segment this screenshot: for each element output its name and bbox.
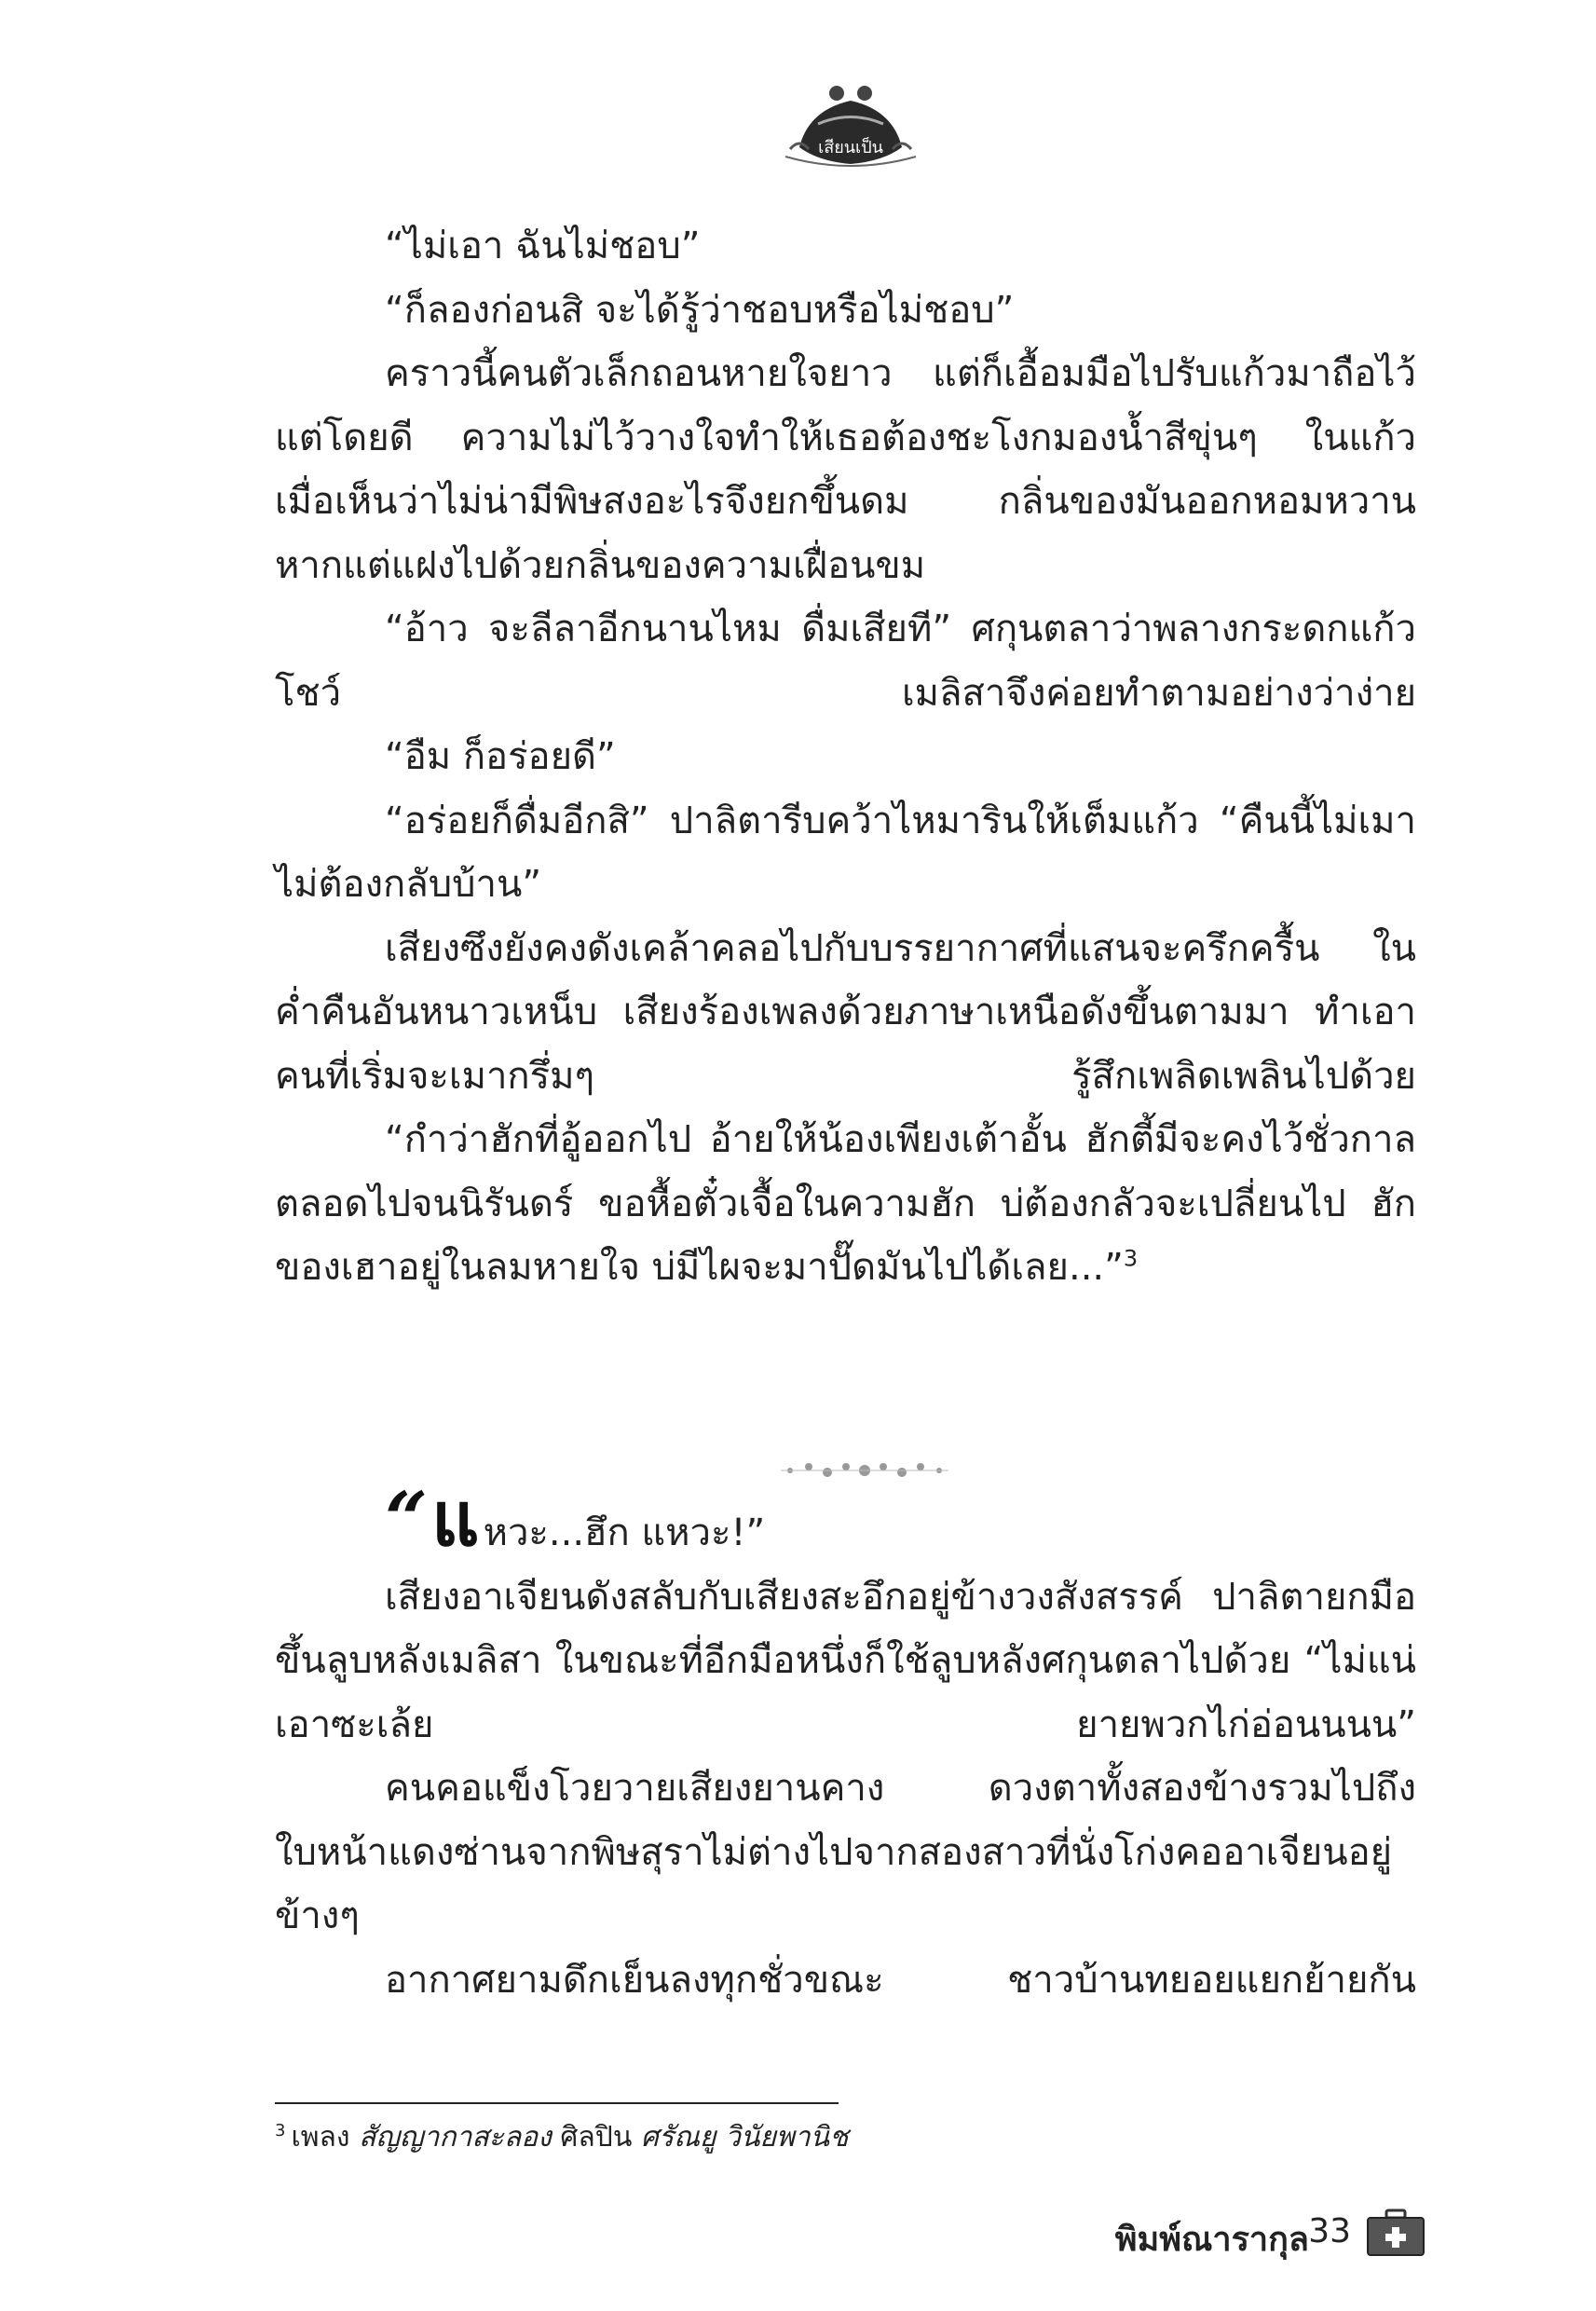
paragraph-1: “ไม่เอา ฉันไม่ชอบ” (385, 225, 701, 267)
drop-quote: “ (385, 1475, 429, 1563)
paragraph-4: “อ้าว จะลีลาอีกนานไหม ดื่มเสียที” ศกุนตลาว่าพลางกระดกแก้วโชว์ เมลิสาจึงค่อยทำตามอย่างว่าง่าย (275, 608, 1416, 715)
footnote-artist-label: ศิลปิน (560, 2121, 633, 2154)
body-text-section-1 (275, 214, 1416, 1300)
paragraph-3: คราวนี้คนตัวเล็กถอนหายใจยาว แต่ก็เอื้อมมือไปรับแก้วมาถือไว้แต่โดยดี ความไม่ไว้วางใจทำให้เธอต้องชะโงกมองน้ำสีขุ่นๆ ในแก้ว เมื่อเห็นว่าไม่น่ามีพิษสงอะไรจึงยกขึ้นดม กลิ่นของมันออกหอมหวาน หากแต่แฝงไปด้วยกลิ่นของความเฝื่อนขม (275, 352, 1416, 587)
paragraph-5: “อืม ก็อร่อยดี” (385, 735, 616, 778)
section2-paragraph-2: คนคอแข็งโวยวายเสียงยานคาง ดวงตาทั้งสองข้างรวมไปถึงใบหน้าแดงซ่านจากพิษสุราไม่ต่างไปจากสองสาวที่นั่งโก่งคออาเจียนอยู่ข้างๆ (275, 1767, 1416, 1937)
book-title: พิมพ์ณารากุล (1114, 2221, 1309, 2259)
header-logo (781, 82, 921, 175)
flower-divider-icon (781, 1463, 948, 1477)
footnote-reference: 3 (1123, 1245, 1139, 1272)
paragraph-8 (275, 1108, 1416, 1300)
section2-first-line (275, 1475, 1416, 1566)
footnote-prefix: เพลง (291, 2121, 350, 2154)
body-text-section-2 (275, 1475, 1416, 2012)
paragraph-8-text: “กำว่าฮักที่อู้ออกไป อ้ายให้น้องเพียงเต้าอั้น ฮักตี้มีจะคงไว้ชั่วกาลตลอดไปจนนิรันดร์ ขอหื้อตั๋วเจื้อในความฮัก บ่ต้องกลัวจะเปลี่ยนไป ฮักของเฮาอยู่ในลมหายใจ บ่มีไผจะมาปั๊ดมันไปได้เลย...” (275, 1118, 1416, 1289)
drop-cap: แ (431, 1475, 480, 1563)
paragraph-7: เสียงซึงยังคงดังเคล้าคลอไปกับบรรยากาศที่แสนจะครึกครื้น ในค่ำคืนอันหนาวเหน็บ เสียงร้องเพลงด้วยภาษาเหนือดังขึ้นตามมา ทำเอาคนที่เริ่มจะเมากรึ่มๆ รู้สึกเพลิดเพลินไปด้วย (275, 926, 1416, 1098)
logo-text: เสียนเป็น (818, 138, 883, 157)
first-aid-kit-icon (1366, 2208, 1425, 2257)
footnote (275, 2115, 848, 2159)
paragraph-2: “ก็ลองก่อนสิ จะได้รู้ว่าชอบหรือไม่ชอบ” (385, 288, 1015, 332)
section2-paragraph-3: อากาศยามดึกเย็นลงทุกชั่วขณะ ชาวบ้านทยอยแยกย้ายกัน (385, 1958, 1416, 2002)
section2-paragraph-1: เสียงอาเจียนดังสลับกับเสียงสะอึกอยู่ข้างวงสังสรรค์ ปาลิตายกมือขึ้นลูบหลังเมลิสา ในขณะที่อีกมือหนึ่งก็ใช้ลูบหลังศกุนตลาไปด้วย “ไม่แน่เอาซะเล้ย ยายพวกไก่อ่อนนนน” (275, 1575, 1416, 1746)
paragraph-6: “อร่อยก็ดื่มอีกสิ” ปาลิตารีบคว้าไหมารินให้เต็มแก้ว “คืนนี้ไม่เมาไม่ต้องกลับบ้าน” (275, 799, 1416, 906)
footnote-number: 3 (275, 2121, 286, 2140)
footnote-rule (275, 2102, 839, 2104)
footnote-artist: ศรัณยู วินัยพานิช (640, 2121, 849, 2154)
footnote-song: สัญญากาสะลอง (359, 2121, 552, 2154)
page-number: 33 (1308, 2212, 1351, 2250)
section-divider-ornament (781, 1454, 948, 1487)
section2-first-line-text: หวะ...ฮึก แหวะ!” (483, 1511, 766, 1554)
page-footer (1025, 2203, 1425, 2268)
